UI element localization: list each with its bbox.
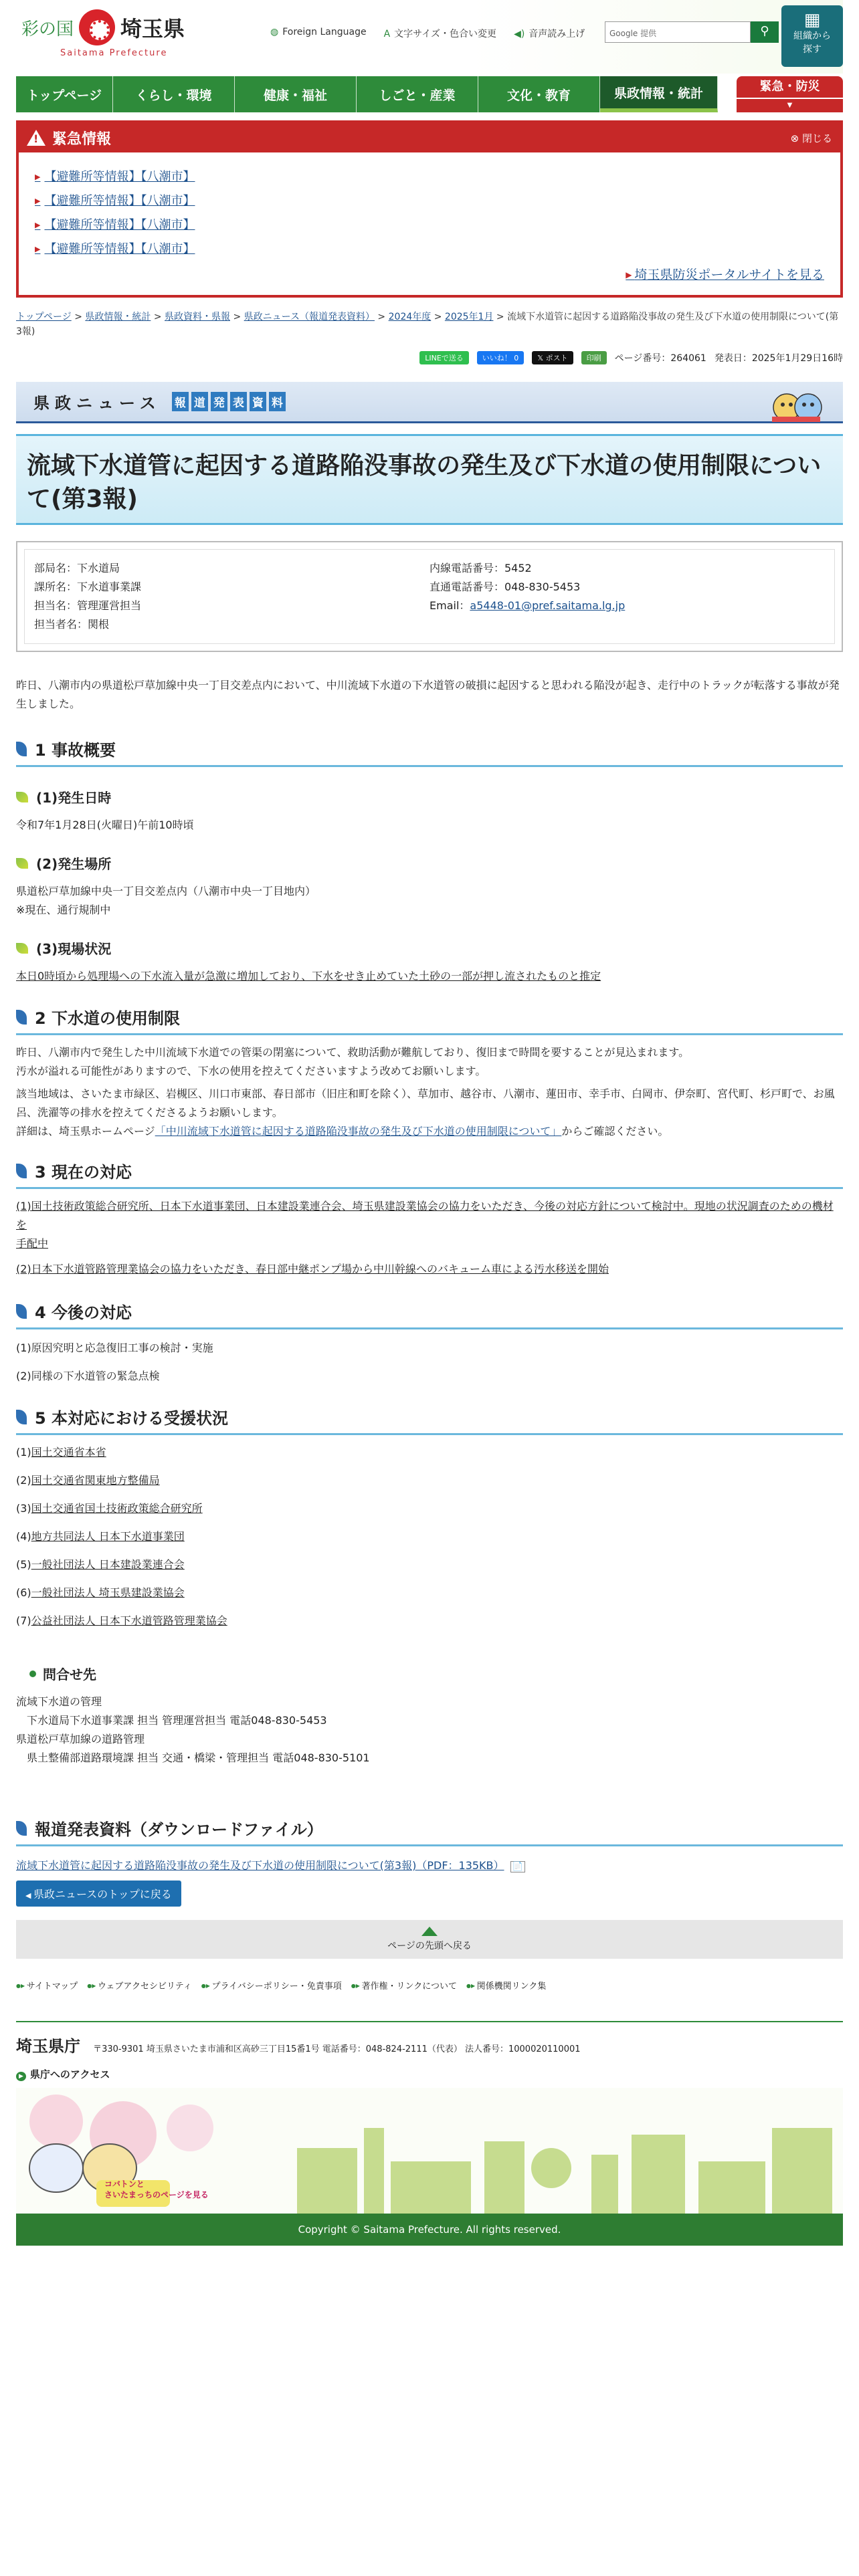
emergency-item[interactable]: ▶ 【避難所等情報】【八潮市】: [35, 215, 824, 233]
search-icon: ⚲: [760, 24, 769, 38]
section-heading: 1 事故概要: [16, 732, 843, 767]
emergency-list: [19, 152, 840, 295]
email-link[interactable]: a5448-01@pref.saitama.lg.jp: [470, 599, 626, 612]
header-utility-links: [270, 27, 585, 40]
mascot-page-link[interactable]: コバトンと さいたまっちのページを見る: [104, 2179, 209, 2199]
footer-illustration: [16, 2088, 843, 2214]
arrow-up-icon: [421, 1927, 438, 1936]
bullet-icon: [29, 1671, 36, 1677]
news-banner-label: 県政ニュース: [33, 394, 161, 413]
breadcrumb-link[interactable]: トップページ: [16, 312, 72, 322]
nav-culture[interactable]: 文化・教育: [478, 76, 600, 112]
leaf-icon: [16, 943, 28, 954]
details-text: 詳細は、埼玉県ホームページ「中川流域下水道管に起因する道路陥没事故の発生及び下水道の使用制限について」からご確認ください。: [16, 1125, 669, 1138]
emergency-panel: [16, 120, 843, 298]
globe-icon: ◍: [270, 27, 279, 37]
area-text: 該当地域は、さいたま市緑区、岩槻区、川口市東部、春日部市（旧庄和町を除く）、草加市、越谷市、八潮市、蓮田市、幸手市、白岡市、伊奈町、宮代町、杉戸町で、お風: [16, 1087, 835, 1100]
restriction-text: 汚水が溢れる可能性がありますので、下水の使用を控えてくださいますよう改めてお願いします。: [16, 1065, 486, 1077]
list-item: (5)一般社団法人 日本建設業連合会: [16, 1558, 185, 1571]
footer-link[interactable]: ●▶ ウェブアクセシビリティ: [87, 1979, 191, 1992]
prefecture-emblem-icon: [79, 9, 115, 45]
subsection-heading: (3)現場状況: [16, 938, 843, 958]
emergency-header: ! 緊急情報 ⊗ 閉じる: [19, 123, 840, 152]
footer-link[interactable]: ●▶ プライバシーポリシー・免責事項: [201, 1979, 342, 1992]
section-heading: 4 今後の対応: [16, 1295, 843, 1329]
footer-link[interactable]: ●▶ 関係機関リンク集: [466, 1979, 546, 1992]
list-item: (7)公益社団法人 日本下水道管路管理業協会: [16, 1614, 227, 1627]
logo-tagline: 彩の国: [21, 19, 74, 39]
pdf-icon: 📄: [510, 1861, 525, 1872]
mascot-icon: [767, 387, 826, 423]
site-search: [605, 21, 779, 43]
inquiry-heading: 問合せ先: [29, 1664, 843, 1683]
pdf-download-link[interactable]: 流域下水道管に起因する道路陥没事故の発生及び下水道の使用制限について(第3報)（PDF：135KB）: [16, 1859, 504, 1872]
speech-link[interactable]: ◀) 音声読み上げ: [514, 29, 585, 39]
nav-life[interactable]: くらし・環境: [113, 76, 235, 112]
logo-name: 埼玉県: [120, 16, 185, 41]
global-nav: [16, 76, 843, 112]
site-header: [16, 0, 843, 74]
breadcrumb-current: 流域下水道管に起因する道路陥没事故の発生及び下水道の使用制限について(第3報): [16, 312, 839, 337]
emergency-item[interactable]: ▶ 【避難所等情報】【八潮市】: [35, 239, 824, 257]
inquiry-body: 流域下水道の管理 下水道局下水道事業課 担当 管理運営担当 電話048-830-5453 県道松戸草加線の道路管理 県土整備部道路環境課 担当 交通・橋梁・管理担当 電話048-830-5101: [16, 1695, 370, 1764]
page-title: 流域下水道管に起因する道路陥没事故の発生及び下水道の使用制限について(第3報): [16, 434, 843, 525]
contact-right: 内線電話番号：5452 直通電話番号：048-830-5453 Email：a5448-01@pref.saitama.lg.jp: [430, 562, 626, 612]
news-banner: [16, 382, 843, 423]
nav-health[interactable]: 健康・福祉: [235, 76, 357, 112]
list-item: (1)国土交通省本省: [16, 1446, 106, 1459]
intro-text: 昨日、八潮市内の県道松戸草加線中央一丁目交差点内において、中川流域下水道の下水道管の破損に起因すると思われる陥没が起き、走行中のトラックが転落する事故が発生しました。: [16, 679, 840, 710]
footer-links: [16, 1979, 843, 1992]
page-number: ページ番号：264061: [614, 353, 706, 364]
contact-left: 部局名：下水道局 課所名：下水道事業課 担当名：管理運営担当 担当者名：関根: [34, 562, 142, 631]
breadcrumb-link[interactable]: 2024年度: [388, 312, 432, 322]
copyright: Copyright © Saitama Prefecture. All rights reserved.: [16, 2214, 843, 2246]
leaf-icon: [16, 1410, 27, 1424]
publish-date: 発表日：2025年1月29日16時: [714, 353, 843, 364]
breadcrumb-link[interactable]: 県政ニュース（報道発表資料）: [244, 312, 375, 322]
warning-icon: [27, 130, 45, 146]
site-status: 本日0時頃から処理場への下水流入量が急激に増加しており、下水をせき止めていた土砂の一部が押し流されたものと推定: [16, 970, 601, 982]
leaf-icon: [16, 742, 27, 756]
back-to-news-button[interactable]: ◀ 県政ニュースのトップに戻る: [16, 1881, 181, 1907]
print-button[interactable]: 印刷: [581, 351, 607, 364]
download-heading: 報道発表資料（ダウンロードファイル）: [16, 1812, 843, 1846]
response-item: (1)国土技術政策総合研究所、日本下水道事業団、日本建設業連合会、埼玉県建設業協会の協力をいただき、今後の対応方針について検討中。現地の状況調査のための機材を: [16, 1200, 834, 1231]
org-search-button[interactable]: ▦ 組織から 探す: [781, 5, 843, 67]
foreign-language-link[interactable]: ◍ Foreign Language: [270, 27, 367, 37]
list-item: (4)地方共同法人 日本下水道事業団: [16, 1530, 185, 1543]
section-heading: 3 現在の対応: [16, 1154, 843, 1189]
back-to-top-button[interactable]: ページの先頭へ戻る: [16, 1920, 843, 1959]
leaf-icon: [16, 858, 28, 869]
leaf-icon: [16, 1164, 27, 1178]
facebook-like-button[interactable]: いいね！ 0: [477, 351, 524, 364]
download-row: [16, 1857, 843, 1872]
nav-top[interactable]: トップページ: [16, 76, 113, 112]
chevron-down-icon: ▼: [737, 99, 843, 112]
disaster-portal-link[interactable]: ▶ 埼玉県防災ポータルサイトを見る: [35, 265, 824, 283]
footer-address: 〒330-9301 埼玉県さいたま市浦和区高砂三丁目15番1号 電話番号：048-824-2111（代表） 法人番号：1000020110001: [93, 2044, 581, 2054]
site-footer: [16, 2021, 843, 2081]
footer-link[interactable]: ●▶ サイトマップ: [16, 1979, 78, 1992]
speaker-icon: ◀): [514, 29, 525, 39]
occurrence-place: 県道松戸草加線中央一丁目交差点内（八潮市中央一丁目地内）: [16, 885, 316, 897]
nav-prefgov[interactable]: 県政情報・統計: [600, 76, 718, 112]
logo-english: Saitama Prefecture: [60, 48, 168, 58]
response-item: 手配中: [16, 1237, 49, 1250]
future-item: (2)同様の下水道管の緊急点検: [16, 1370, 160, 1382]
leaf-icon: [16, 1304, 27, 1319]
restriction-text: 昨日、八潮市内で発生した中川流域下水道での管渠の閉塞について、救助活動が難航しており、復旧まで時間を要することが見込まれます。: [16, 1046, 690, 1059]
share-bar: [16, 351, 843, 364]
contact-info-box: [16, 541, 843, 652]
news-banner-tags: 報 道 発 表 資 料: [172, 392, 286, 411]
leaf-icon: [16, 1010, 27, 1025]
footer-org-name: 埼玉県庁: [16, 2037, 80, 2056]
breadcrumb-link[interactable]: 県政情報・統計: [85, 312, 151, 322]
list-item: (2)国土交通省関東地方整備局: [16, 1474, 160, 1487]
font-size-color-link[interactable]: A 文字サイズ・色合い変更: [383, 29, 497, 39]
list-item: (6)一般社団法人 埼玉県建設業協会: [16, 1586, 185, 1599]
section-heading: 5 本対応における受援状況: [16, 1400, 843, 1435]
x-post-button[interactable]: 𝕏 ポスト: [532, 351, 573, 364]
support-list: [16, 1444, 843, 1629]
section-heading: 2 下水道の使用制限: [16, 1000, 843, 1035]
leaf-icon: [16, 1821, 27, 1836]
list-item: (3)国土交通省国土技術政策総合研究所: [16, 1502, 203, 1515]
emergency-item[interactable]: ▶ 【避難所等情報】【八潮市】: [35, 191, 824, 209]
breadcrumb-link[interactable]: 2025年1月: [444, 312, 494, 322]
subsection-heading: (1)発生日時: [16, 787, 843, 807]
search-input[interactable]: Google 提供: [605, 21, 751, 43]
details-link[interactable]: 「中川流域下水道管に起因する道路陥没事故の発生及び下水道の使用制限について」: [155, 1125, 562, 1138]
search-button[interactable]: [751, 21, 779, 43]
nav-work[interactable]: しごと・産業: [357, 76, 478, 112]
access-link[interactable]: ▶ 県庁へのアクセス: [16, 2067, 843, 2081]
emergency-close-button[interactable]: ⊗ 閉じる: [790, 132, 832, 144]
subsection-heading: (2)発生場所: [16, 853, 843, 873]
leaf-icon: [16, 792, 28, 802]
area-text: 呂、洗濯等の排水を控えてくださるようお願いします。: [16, 1106, 283, 1119]
organization-icon: ▦: [803, 10, 821, 30]
traffic-note: ※現在、通行規制中: [16, 903, 111, 916]
breadcrumb: トップページ > 県政情報・統計 > 県政資料・県報 > 県政ニュース（報道発表資料） > 2024年度 > 2025年1月 > 流域下水道管に起因する道路陥没事故の発生及び下水道の使用制限について(第3報): [16, 312, 839, 337]
nav-emergency[interactable]: 緊急・防災 ▼: [737, 76, 843, 112]
occurrence-date: 令和7年1月28日(火曜日)午前10時頃: [16, 819, 194, 831]
line-share-button[interactable]: LINEで送る: [419, 351, 469, 364]
emergency-item[interactable]: ▶ 【避難所等情報】【八潮市】: [35, 167, 824, 185]
text-size-icon: A: [383, 29, 391, 39]
breadcrumb-link[interactable]: 県政資料・県報: [165, 312, 231, 322]
future-item: (1)原因究明と応急復旧工事の検討・実施: [16, 1341, 213, 1354]
response-item: (2)日本下水道管路管理業協会の協力をいただき、春日部中継ポンプ場から中川幹線へのバキューム車による汚水移送を開始: [16, 1263, 609, 1275]
footer-link[interactable]: ●▶ 著作権・リンクについて: [351, 1979, 457, 1992]
site-logo[interactable]: [21, 9, 185, 58]
